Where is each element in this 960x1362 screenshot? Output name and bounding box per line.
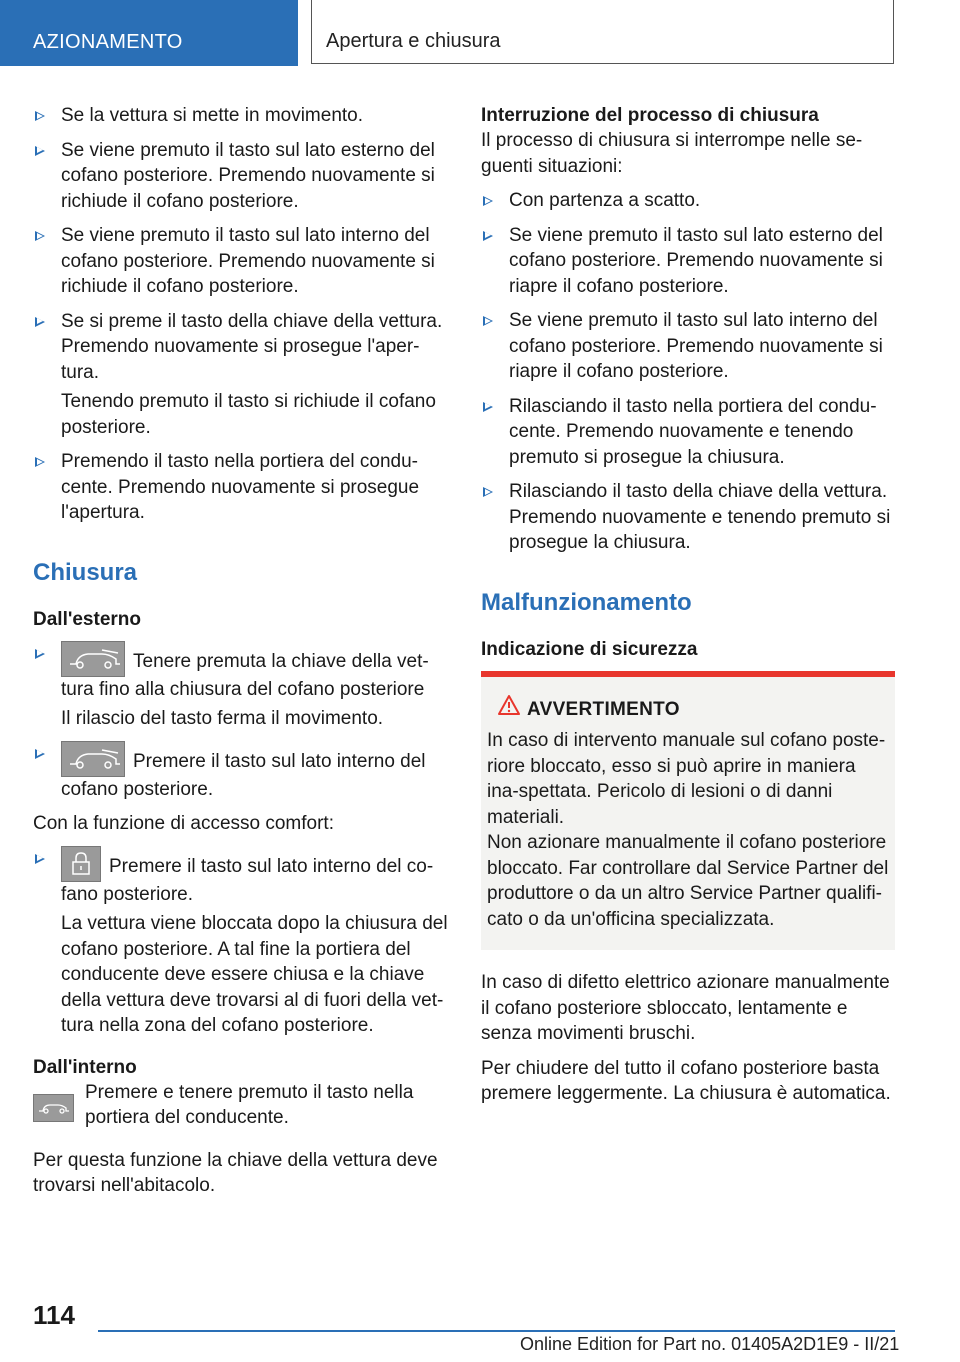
list-item: Rilasciando il tasto nella portiera del condu-cente. Premendo nuovamente e tenendo premuto si prosegue la chiusura. — [481, 394, 895, 471]
chapter-title: Apertura e chiusura — [326, 30, 501, 52]
subheading-interrupt: Interruzione del processo di chiusura — [481, 105, 819, 126]
bullet-triangle-icon — [483, 231, 493, 241]
inside-instruction: Premere e tenere premuto il tasto nella portiera del conducente. — [33, 1080, 453, 1132]
bullet-triangle-icon — [35, 854, 45, 864]
lock-icon — [61, 846, 101, 882]
interrupt-intro: Il processo di chiusura si interrompe nelle se-guenti situazioni: — [481, 130, 863, 177]
list-item-note: Tenendo premuto il tasto si richiude il cofano posteriore. — [61, 391, 436, 438]
inside-note: Per questa funzione la chiave della vettura deve trovarsi nell'abitacolo. — [33, 1149, 438, 1196]
section-tab — [0, 0, 298, 66]
chapter-header — [311, 0, 894, 64]
bullet-triangle-icon — [35, 231, 45, 241]
heading-malfunction: Malfunzionamento — [481, 588, 692, 616]
subheading-safety: Indicazione di sicurezza — [481, 638, 698, 660]
warning-title: AVVERTIMENTO — [487, 697, 889, 723]
bullet-triangle-icon — [35, 146, 45, 156]
list-item: Se viene premuto il tasto sul lato interno del cofano posteriore. Premendo nuovamente si richiude il cofano posteriore. — [33, 223, 453, 300]
list-item: Se si preme il tasto della chiave della vettura. Premendo nuovamente si prosegue l'aper-tura. Tenendo premuto il tasto si richiude il cofano posteriore. — [33, 309, 453, 441]
list-item: Premendo il tasto nella portiera del condu-cente. Premendo nuovamente si prosegue l'apertura. — [33, 449, 453, 526]
subheading-inside: Dall'interno — [33, 1056, 137, 1078]
list-item: Se viene premuto il tasto sul lato esterno del cofano posteriore. Premendo nuovamente si riapre il cofano posteriore. — [481, 223, 895, 300]
warning-box — [481, 671, 895, 951]
section-label: AZIONAMENTO — [33, 31, 183, 53]
footer-divider — [98, 1330, 895, 1332]
warning-triangle-icon — [497, 694, 521, 716]
bullet-triangle-icon — [483, 316, 493, 326]
bullet-triangle-icon — [483, 487, 493, 497]
list-item: Premere il tasto sul lato interno del co-fano posteriore. La vettura viene bloccata dopo la chiusura del cofano posteriore. A tal fine la portiera del conducente deve essere chiusa e la chiave della vettura deve trovarsi al di fuori della vet-tura nella zona del cofano posteriore. — [33, 846, 453, 1039]
paragraph: In caso di difetto elettrico azionare manualmente il cofano posteriore sbloccato, lentamente e senza movimenti bruschi. — [481, 972, 890, 1044]
list-item-note: La vettura viene bloccata dopo la chiusura del cofano posteriore. A tal fine la portiera del conducente deve essere chiusa e la chiave della vettura deve trovarsi al di fuori della vet-tura nella zona del cofano posteriore. — [61, 913, 448, 1036]
list-item: Con partenza a scatto. — [481, 188, 895, 214]
paragraph: Per chiudere del tutto il cofano posteriore basta premere leggermente. La chiusura è automatica. — [481, 1057, 891, 1104]
list-item-note: Il rilascio del tasto ferma il movimento. — [61, 708, 384, 729]
list-item: Rilasciando il tasto della chiave della vettura. Premendo nuovamente e tenendo premuto si prosegue la chiusura. — [481, 479, 895, 556]
list-item: Tenere premuta la chiave della vet-tura fino alla chiusura del cofano posteriore Il rilascio del tasto ferma il movimento. — [33, 641, 453, 732]
list-item: Se viene premuto il tasto sul lato esterno del cofano posteriore. Premendo nuovamente si richiude il cofano posteriore. — [33, 138, 453, 215]
warning-text: In caso di intervento manuale sul cofano poste-riore bloccato, esso si può aprire in maniera ina-spettata. Pericolo di lesioni o di danni materiali. — [487, 730, 886, 828]
tailgate-button-icon — [61, 741, 125, 777]
comfort-intro: Con la funzione di accesso comfort: — [33, 813, 334, 834]
bullet-triangle-icon — [483, 402, 493, 412]
list-item: Se viene premuto il tasto sul lato interno del cofano posteriore. Premendo nuovamente si riapre il cofano posteriore. — [481, 308, 895, 385]
list-item: Premere il tasto sul lato interno del cofano posteriore. — [33, 741, 453, 803]
bullet-triangle-icon — [35, 649, 45, 659]
subheading-outside: Dall'esterno — [33, 608, 141, 630]
right-column — [481, 103, 895, 1116]
bullet-triangle-icon — [35, 111, 45, 121]
left-column — [33, 103, 453, 1208]
bullet-triangle-icon — [35, 317, 45, 327]
page-number: 114 — [33, 1300, 75, 1330]
bullet-triangle-icon — [483, 196, 493, 206]
bullet-triangle-icon — [35, 749, 45, 759]
footer-edition: Online Edition for Part no. 01405A2D1E9 - II/21 — [520, 1334, 900, 1354]
bullet-triangle-icon — [35, 457, 45, 467]
warning-text: Non azionare manualmente il cofano posteriore bloccato. Far controllare dal Service Partner del produttore o da un altro Service Partner qualifi-cato o da un'officina specializzata. — [487, 832, 889, 930]
car-key-icon — [61, 641, 125, 677]
door-button-icon — [33, 1094, 74, 1122]
list-item: Se la vettura si mette in movimento. — [33, 103, 453, 129]
heading-closing: Chiusura — [33, 558, 138, 586]
